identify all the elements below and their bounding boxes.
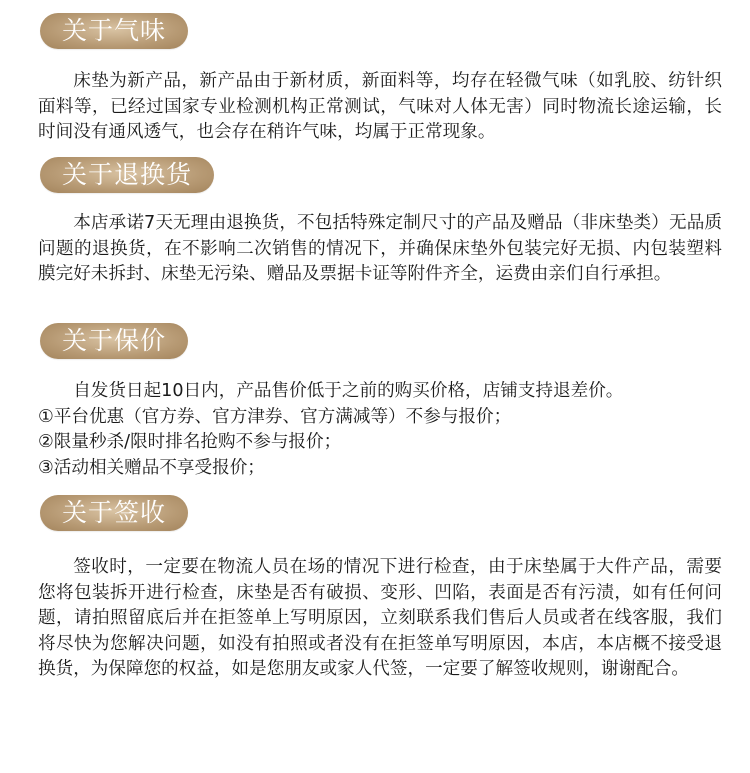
section-body-returns: 本店承诺7天无理由退换货，不包括特殊定制尺寸的产品及赠品（非床垫类）无品质问题的退换货，在不影响二次销售的情况下，并确保床垫外包装完好无损、内包装塑料膜完好未拆封、床垫无污染、赠品及票据卡证等附件齐全，运费由亲们自行承担。 <box>38 213 722 284</box>
price-protection-item-2: ②限量秒杀/限时排名抢购不参与报价； <box>38 432 342 452</box>
section-body-odor: 床垫为新产品，新产品由于新材质，新面料等，均存在轻微气味（如乳胶、纺针织面料等，已经过国家专业检测机构正常测试，气味对人体无害）同时物流长途运输，长时间没有通风透气，也会存在稍许气味，均属于正常现象。 <box>38 71 722 142</box>
price-protection-item-1: ①平台优惠（官方券、官方津券、官方满减等）不参与报价； <box>38 406 512 427</box>
section-title-signing: 关于签收 <box>40 495 188 531</box>
section-title-returns: 关于退换货 <box>40 157 214 193</box>
section-body-price-protection <box>38 379 722 481</box>
price-protection-intro: 自发货日起10日内，产品售价低于之前的购买价格，店铺支持退差价。 <box>73 381 624 401</box>
price-protection-item-3: ③活动相关赠品不享受报价； <box>38 457 265 478</box>
section-title-odor: 关于气味 <box>40 13 188 49</box>
section-title-price-protection: 关于保价 <box>40 323 188 359</box>
section-body-signing: 签收时，一定要在物流人员在场的情况下进行检查，由于床垫属于大件产品，需要您将包装拆开进行检查，床垫是否有破损、变形、凹陷，表面是否有污渍，如有任何问题，请拍照留底后并在拒签单上写明原因，立刻联系我们售后人员或者在线客服，我们将尽快为您解决问题，如没有拍照或者没有在拒签单写明原因，本店，本店概不接受退换货，为保障您的权益，如是您朋友或家人代签，一定要了解签收规则，谢谢配合。 <box>38 557 722 679</box>
